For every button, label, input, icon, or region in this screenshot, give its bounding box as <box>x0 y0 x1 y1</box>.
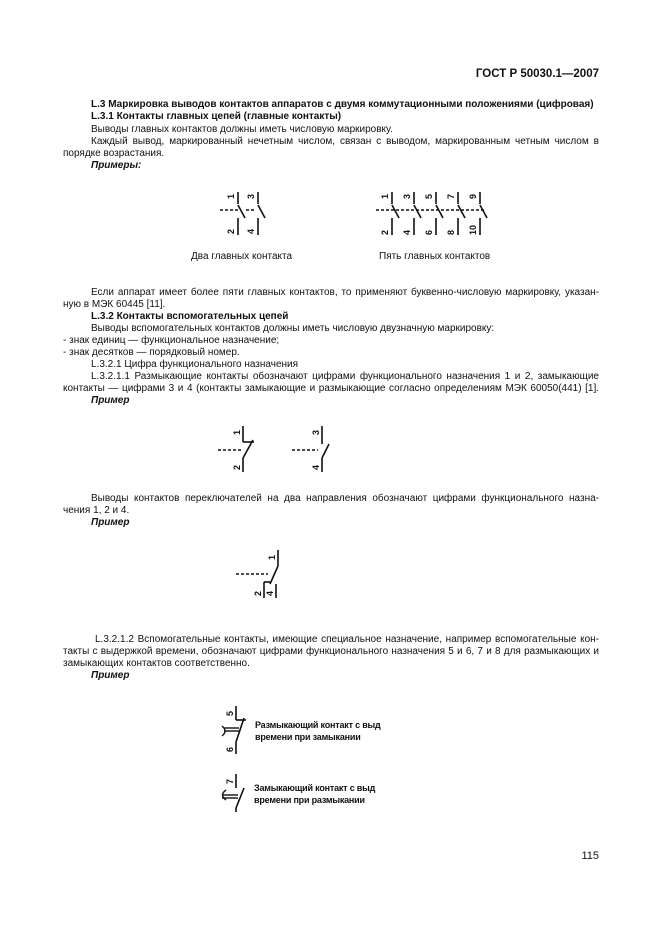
time-delay-no-label-line-2: времени при размыкании <box>254 795 365 805</box>
section-l321-title: L.3.2.1 Цифра функционального назначения <box>91 359 299 370</box>
terminal-label: 4 <box>402 229 412 235</box>
main-contact <box>402 192 421 235</box>
paragraph-2-line-2: порядке возрастания. <box>63 148 165 159</box>
terminal-label: 2 <box>380 229 390 235</box>
time-delay-no-contact-diagram <box>216 772 252 814</box>
changeover-contact-diagram <box>234 548 288 600</box>
terminal-label: 2 <box>253 590 263 596</box>
terminal-label: 4 <box>311 464 321 470</box>
main-contact <box>468 192 487 235</box>
terminal-label: 6 <box>225 746 235 752</box>
paragraph-2-line-1: Каждый вывод, маркированный нечетным числом, связан с выводом, маркированным четным числом в <box>91 136 599 147</box>
terminal-label: 5 <box>225 710 235 716</box>
paragraph-3-line-1: Если аппарат имеет более пяти главных контактов, то применяют буквенно-числовую маркировку, указан- <box>91 287 599 298</box>
paragraph-7-line-1: L.3.2.1.2 Вспомогательные контакты, имеющие специальное назначение, например вспомогательные кон- <box>95 634 599 645</box>
paragraph-5-line-2: контакты — цифрами 3 и 4 (контакты замыкающие и размыкающие согласно определениям МЭК 60050(441) [1]. <box>63 383 599 394</box>
section-l32-title: L.3.2 Контакты вспомогательных цепей <box>91 311 289 322</box>
paragraph-3-line-2: ную в МЭК 60445 [11]. <box>63 299 166 310</box>
paragraph-6-line-2: чения 1, 2 и 4. <box>63 505 130 516</box>
terminal-label: 1 <box>267 554 277 560</box>
standard-number: ГОСТ Р 50030.1—2007 <box>475 68 599 80</box>
normally-closed-contact <box>218 426 254 472</box>
terminal-label: 1 <box>226 193 236 199</box>
terminal-label: 8 <box>446 229 456 235</box>
paragraph-7-line-2: такты с выдержкой времени, обозначают цифрами функционального назначения 5 и 6, 7 и 8 для размыкающих и <box>63 646 599 657</box>
terminal-label: 9 <box>468 193 478 199</box>
five-main-contacts-diagram <box>374 188 490 240</box>
terminal-label: 2 <box>226 228 236 234</box>
caption-five-contacts: Пять главных контактов <box>379 251 491 262</box>
list-item: - знак единиц — функциональное назначение; <box>63 335 280 346</box>
main-contact <box>424 192 443 235</box>
main-contact <box>446 192 465 235</box>
paragraph-5-line-1: L.3.2.1.1 Размыкающие контакты обозначают цифрами функционального назначения 1 и 2, замыкающие <box>91 371 599 382</box>
time-delay-nc-label-line-1: Размыкающий контакт с выд <box>255 720 381 730</box>
normally-open-contact <box>292 426 329 472</box>
terminal-label: 7 <box>225 778 235 784</box>
terminal-label: 3 <box>402 193 412 199</box>
list-item: - знак десятков — порядковый номер. <box>63 347 240 358</box>
contact-1-2 <box>226 192 245 235</box>
section-l3-title: L.3 Маркировка выводов контактов аппаратов с двумя коммутационными положениями (цифровая) <box>91 99 594 110</box>
example-label-1: Пример <box>91 395 130 406</box>
paragraph-6-line-1: Выводы контактов переключателей на два направления обозначают цифрами функционального назна- <box>91 493 599 504</box>
contact-3-4 <box>246 192 265 235</box>
caption-two-contacts: Два главных контакта <box>191 251 293 262</box>
terminal-label: 1 <box>380 193 390 199</box>
terminal-label: 3 <box>246 193 256 199</box>
paragraph-7-line-3: замыкающих контактов соответственно. <box>63 658 250 669</box>
examples-label: Примеры: <box>91 160 142 171</box>
terminal-label: 4 <box>246 228 256 234</box>
two-main-contacts-diagram <box>216 188 272 240</box>
example-label-3: Пример <box>91 670 130 681</box>
main-contact <box>380 192 399 235</box>
auxiliary-contacts-diagram <box>216 422 336 474</box>
time-delay-nc-label-line-2: времени при замыкании <box>255 732 361 742</box>
section-l31-title: L.3.1 Контакты главных цепей (главные контакты) <box>91 111 342 122</box>
terminal-label: 3 <box>311 429 321 435</box>
time-delay-nc-contact-diagram <box>218 704 254 756</box>
terminal-label: 5 <box>424 193 434 199</box>
terminal-label: 6 <box>424 229 434 235</box>
example-label-2: Пример <box>91 517 130 528</box>
terminal-label: 1 <box>232 429 242 435</box>
terminal-label: 10 <box>468 224 478 235</box>
terminal-label: 4 <box>265 590 275 596</box>
terminal-label: 7 <box>446 193 456 199</box>
terminal-label: 2 <box>232 464 242 470</box>
paragraph-4: Выводы вспомогательных контактов должны иметь числовую двузначную маркировку: <box>91 323 495 334</box>
page-number: 115 <box>581 850 599 862</box>
paragraph-1: Выводы главных контактов должны иметь числовую маркировку. <box>91 124 393 135</box>
time-delay-no-label-line-1: Замыкающий контакт с выд <box>254 783 376 793</box>
